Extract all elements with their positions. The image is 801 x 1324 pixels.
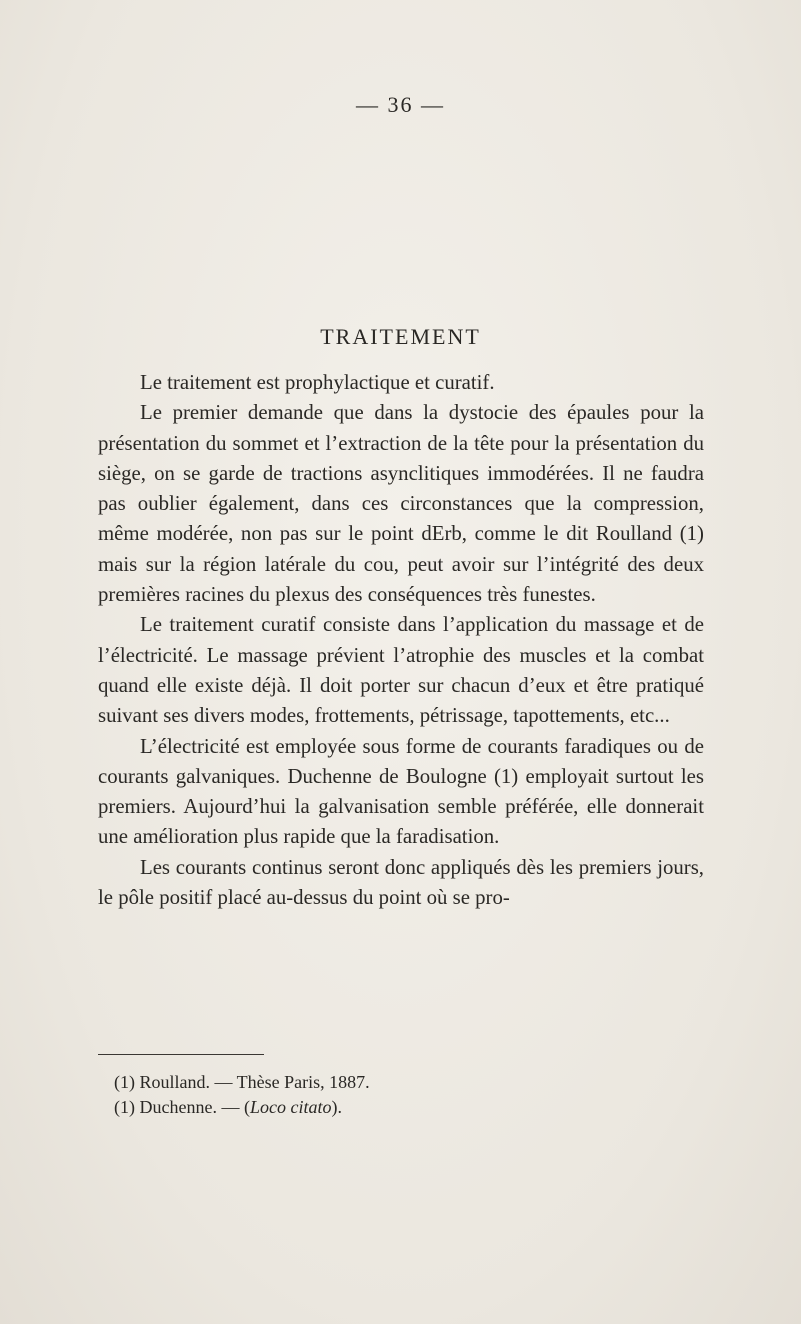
footnote-marker: (1): [114, 1072, 135, 1092]
paragraph: L’électricité est employée sous forme de courants faradiques ou de courants galvaniques. Duchenne de Boulogne (1) employait surtout les premiers. Aujourd’hui la galvanisation semble préférée, elle donnerait une amélioration plus rapide que la faradisation.: [98, 734, 704, 849]
page-number: — 36 —: [356, 92, 445, 117]
footnote-text-italic: Loco citato: [249, 1097, 332, 1117]
paragraph: Le premier demande que dans la dystocie des épaules pour la présentation du sommet et l’extraction de la tête pour la présentation du siège, on se garde de tractions asynclitiques immodérées. Il ne faudra pas oublier également, dans ces circonstances que la compression, même modérée, non pas sur le point dErb, comme le dit Roulland (1) mais sur la région latérale du cou, peut avoir sur l’intégrité des deux premières racines du plexus des conséquences très funestes.: [98, 401, 704, 607]
footnote-divider: [98, 1054, 264, 1055]
paragraph: Les courants continus seront donc appliqués dès les premiers jours, le pôle positif placé au-dessus du point où se pro-: [98, 855, 704, 910]
footnotes: [114, 1070, 674, 1120]
paragraph: Le traitement est prophylactique et curatif.: [140, 371, 495, 394]
footnote-text: Roulland. — Thèse Paris, 1887.: [139, 1072, 370, 1092]
footnote: [114, 1070, 674, 1095]
footnote-text-prefix: Duchenne. — (: [139, 1097, 250, 1117]
paragraph: Le traitement curatif consiste dans l’application du massage et de l’électricité. Le massage prévient l’atrophie des muscles et la combat quand elle existe déjà. Il doit porter sur chacun d’eux et être pratiqué suivant ses divers modes, frottements, pétrissage, tapottements, etc...: [98, 613, 704, 728]
footnote: [114, 1095, 674, 1120]
footnote-marker: (1): [114, 1097, 135, 1117]
footnote-text-suffix: ).: [331, 1097, 342, 1117]
section-title: TRAITEMENT: [320, 324, 481, 349]
body-text: [98, 368, 704, 913]
